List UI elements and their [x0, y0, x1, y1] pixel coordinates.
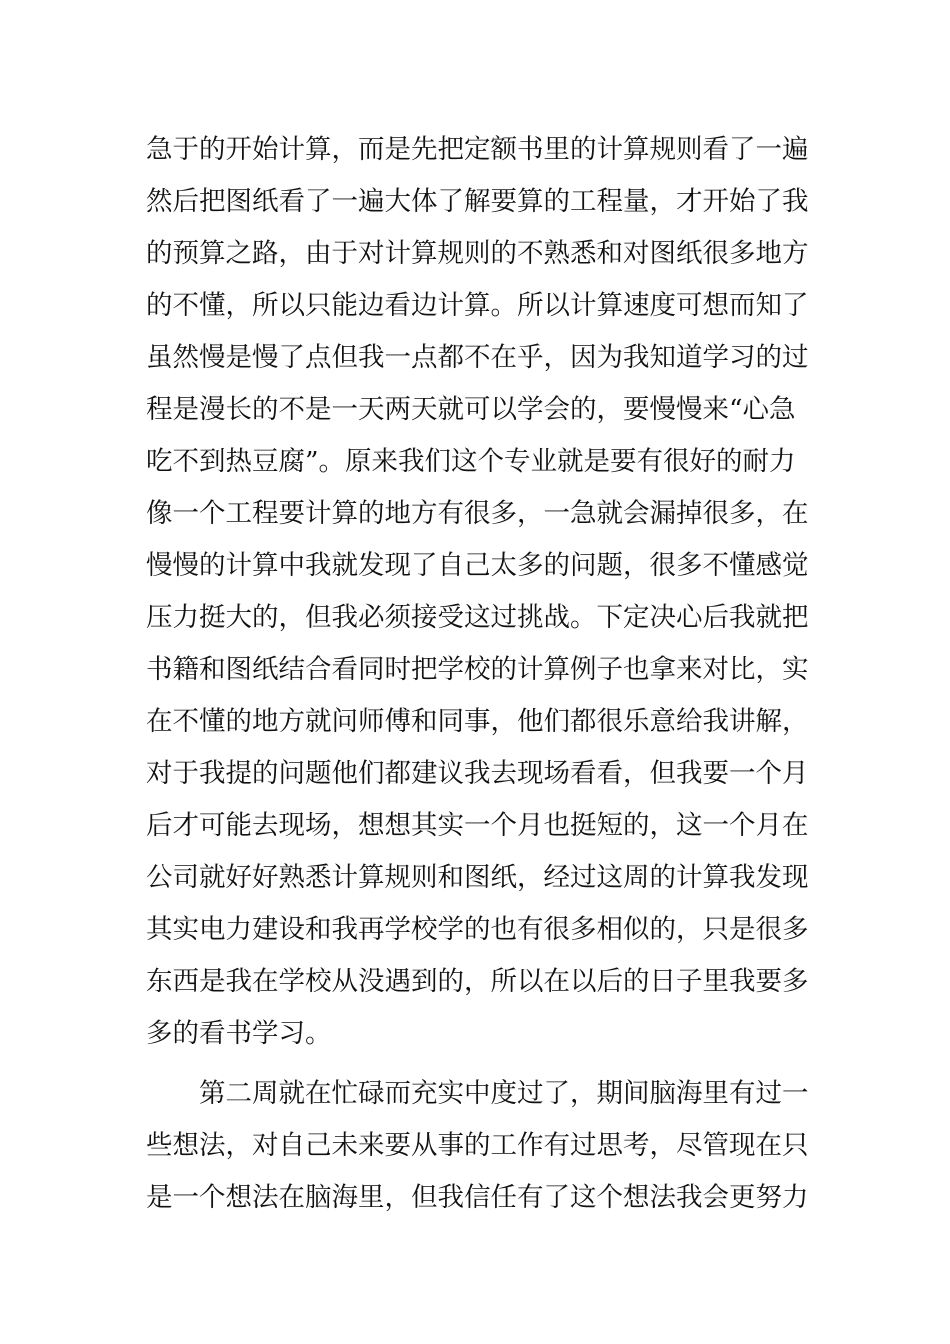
paragraph-line: 公司就好好熟悉计算规则和图纸，经过这周的计算我发现 — [146, 862, 809, 893]
paragraph-line: 多的看书学习。 — [146, 1018, 332, 1049]
paragraph-line: 些想法，对自己未来要从事的工作有过思考，尽管现在只 — [146, 1130, 809, 1161]
paragraph-line: 对于我提的问题他们都建议我去现场看看，但我要一个月 — [146, 758, 809, 789]
paragraph-line: 然后把图纸看了一遍大体了解要算的工程量，才开始了我 — [146, 186, 809, 217]
paragraph-line: 书籍和图纸结合看同时把学校的计算例子也拿来对比，实 — [146, 654, 809, 685]
paragraph-1 — [146, 124, 816, 1060]
paragraph-line: 后才可能去现场，想想其实一个月也挺短的，这一个月在 — [146, 810, 809, 841]
paragraph-line: 虽然慢是慢了点但我一点都不在乎，因为我知道学习的过 — [146, 342, 809, 373]
paragraph-line: 是一个想法在脑海里，但我信任有了这个想法我会更努力 — [146, 1182, 809, 1213]
paragraph-line: 的不懂，所以只能边看边计算。所以计算速度可想而知了 — [146, 290, 809, 321]
paragraph-line: 慢慢的计算中我就发现了自己太多的问题，很多不懂感觉 — [146, 550, 809, 581]
paragraph-line: 压力挺大的，但我必须接受这过挑战。下定决心后我就把 — [146, 602, 809, 633]
paragraph-line: 在不懂的地方就问师傅和同事，他们都很乐意给我讲解， — [146, 706, 809, 737]
paragraph-2 — [146, 1068, 816, 1224]
paragraph-line: 吃不到热豆腐”。原来我们这个专业就是要有很好的耐力 — [146, 446, 796, 477]
paragraph-line: 其实电力建设和我再学校学的也有很多相似的，只是很多 — [146, 914, 809, 945]
paragraph-line: 程是漫长的不是一天两天就可以学会的，要慢慢来“心急 — [146, 394, 796, 425]
paragraph-line: 像一个工程要计算的地方有很多，一急就会漏掉很多，在 — [146, 498, 809, 529]
paragraph-line: 第二周就在忙碌而充实中度过了，期间脑海里有过一 — [199, 1078, 809, 1109]
paragraph-line: 东西是我在学校从没遇到的，所以在以后的日子里我要多 — [146, 966, 809, 997]
paragraph-line: 急于的开始计算，而是先把定额书里的计算规则看了一遍 — [146, 134, 809, 165]
paragraph-line: 的预算之路，由于对计算规则的不熟悉和对图纸很多地方 — [146, 238, 809, 269]
